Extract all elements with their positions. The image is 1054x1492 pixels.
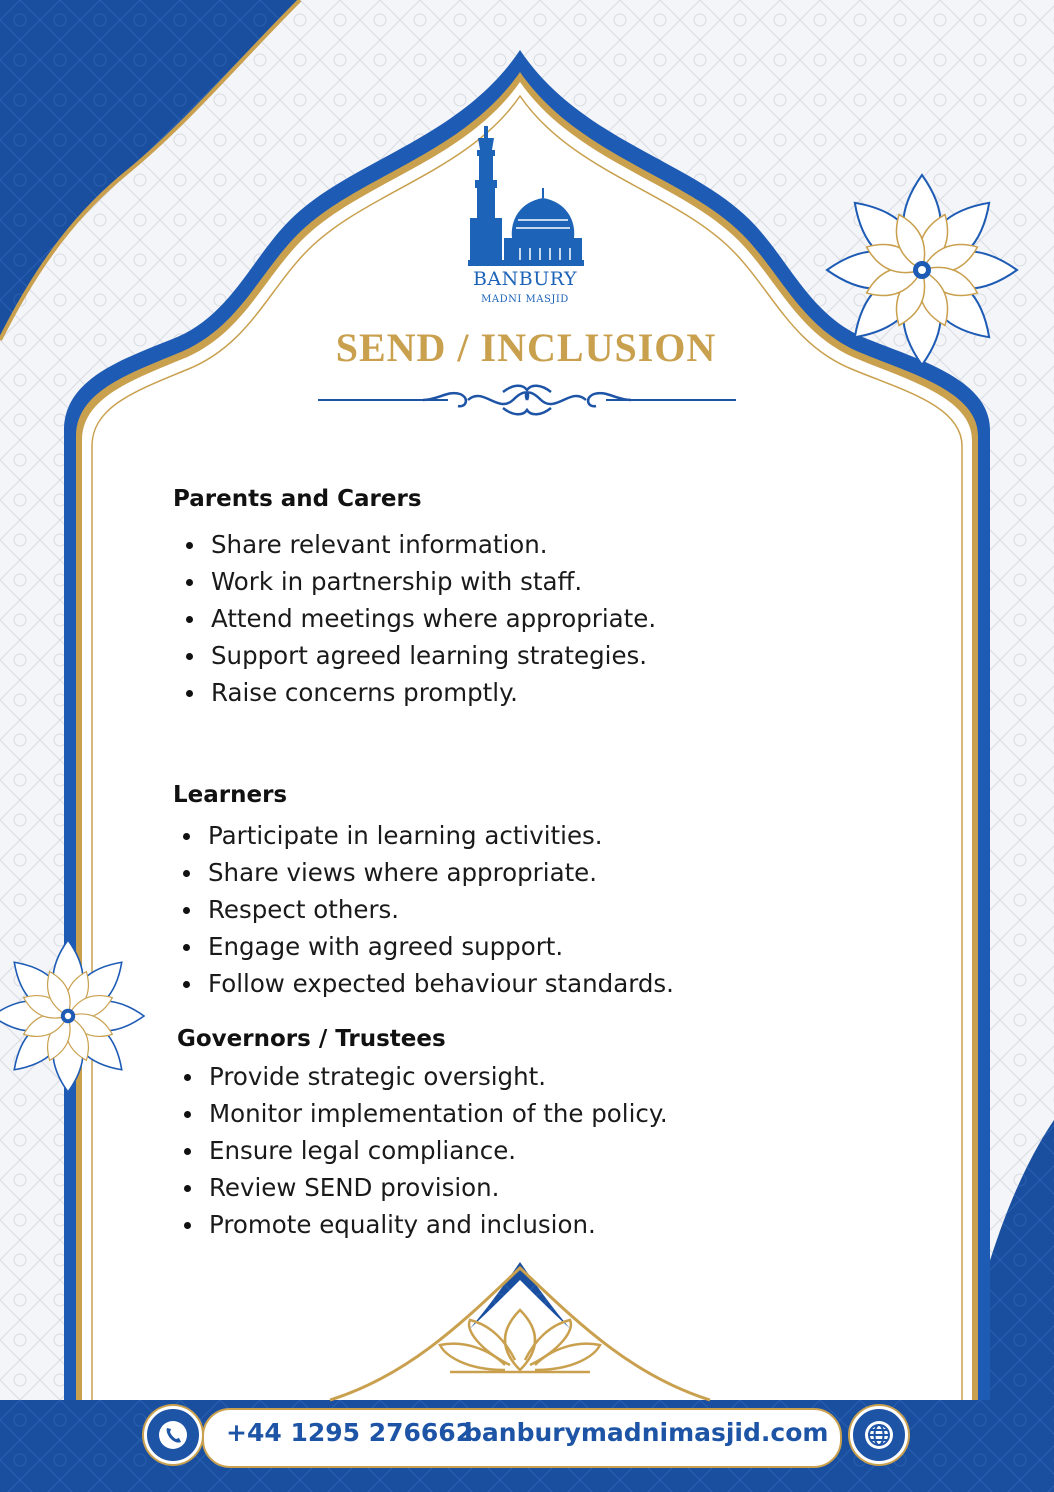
bullet-list bbox=[173, 526, 656, 711]
website-link[interactable]: banburymadnimasjid.com bbox=[464, 1418, 829, 1447]
list-item: Promote equality and inclusion. bbox=[171, 1206, 668, 1243]
list-item: Provide strategic oversight. bbox=[171, 1058, 668, 1095]
section-heading: Governors / Trustees bbox=[177, 1026, 446, 1052]
phone-icon bbox=[157, 1419, 189, 1451]
section-governors-trustees bbox=[177, 1026, 668, 1243]
list-item: Respect others. bbox=[170, 891, 674, 928]
section-heading: Learners bbox=[173, 782, 288, 808]
list-item: Raise concerns promptly. bbox=[173, 674, 656, 711]
list-item: Share views where appropriate. bbox=[170, 854, 674, 891]
website-button[interactable] bbox=[850, 1406, 908, 1464]
list-item: Attend meetings where appropriate. bbox=[173, 600, 656, 637]
brand-name: BANBURY bbox=[472, 268, 578, 290]
mosque-logo-icon bbox=[460, 120, 590, 320]
bullet-list bbox=[170, 817, 674, 1002]
ornament-divider-icon bbox=[318, 380, 736, 420]
bullet-list bbox=[171, 1058, 668, 1243]
list-item: Ensure legal compliance. bbox=[171, 1132, 668, 1169]
page-title: SEND / INCLUSION bbox=[335, 325, 717, 370]
globe-icon bbox=[863, 1419, 895, 1451]
list-item: Share relevant information. bbox=[173, 526, 656, 563]
list-item: Monitor implementation of the policy. bbox=[171, 1095, 668, 1132]
phone-button[interactable] bbox=[144, 1406, 202, 1464]
list-item: Follow expected behaviour standards. bbox=[170, 965, 674, 1002]
phone-number[interactable]: +44 1295 276662 bbox=[226, 1418, 474, 1447]
list-item: Participate in learning activities. bbox=[170, 817, 674, 854]
list-item: Work in partnership with staff. bbox=[173, 563, 656, 600]
list-item: Support agreed learning strategies. bbox=[173, 637, 656, 674]
section-learners bbox=[173, 782, 674, 1002]
section-parents-carers bbox=[173, 486, 656, 711]
flower-ornament-top-right bbox=[827, 175, 1017, 365]
list-item: Engage with agreed support. bbox=[170, 928, 674, 965]
list-item: Review SEND provision. bbox=[171, 1169, 668, 1206]
brand-subtitle: MADNI MASJID bbox=[481, 294, 569, 305]
section-heading: Parents and Carers bbox=[173, 486, 422, 512]
